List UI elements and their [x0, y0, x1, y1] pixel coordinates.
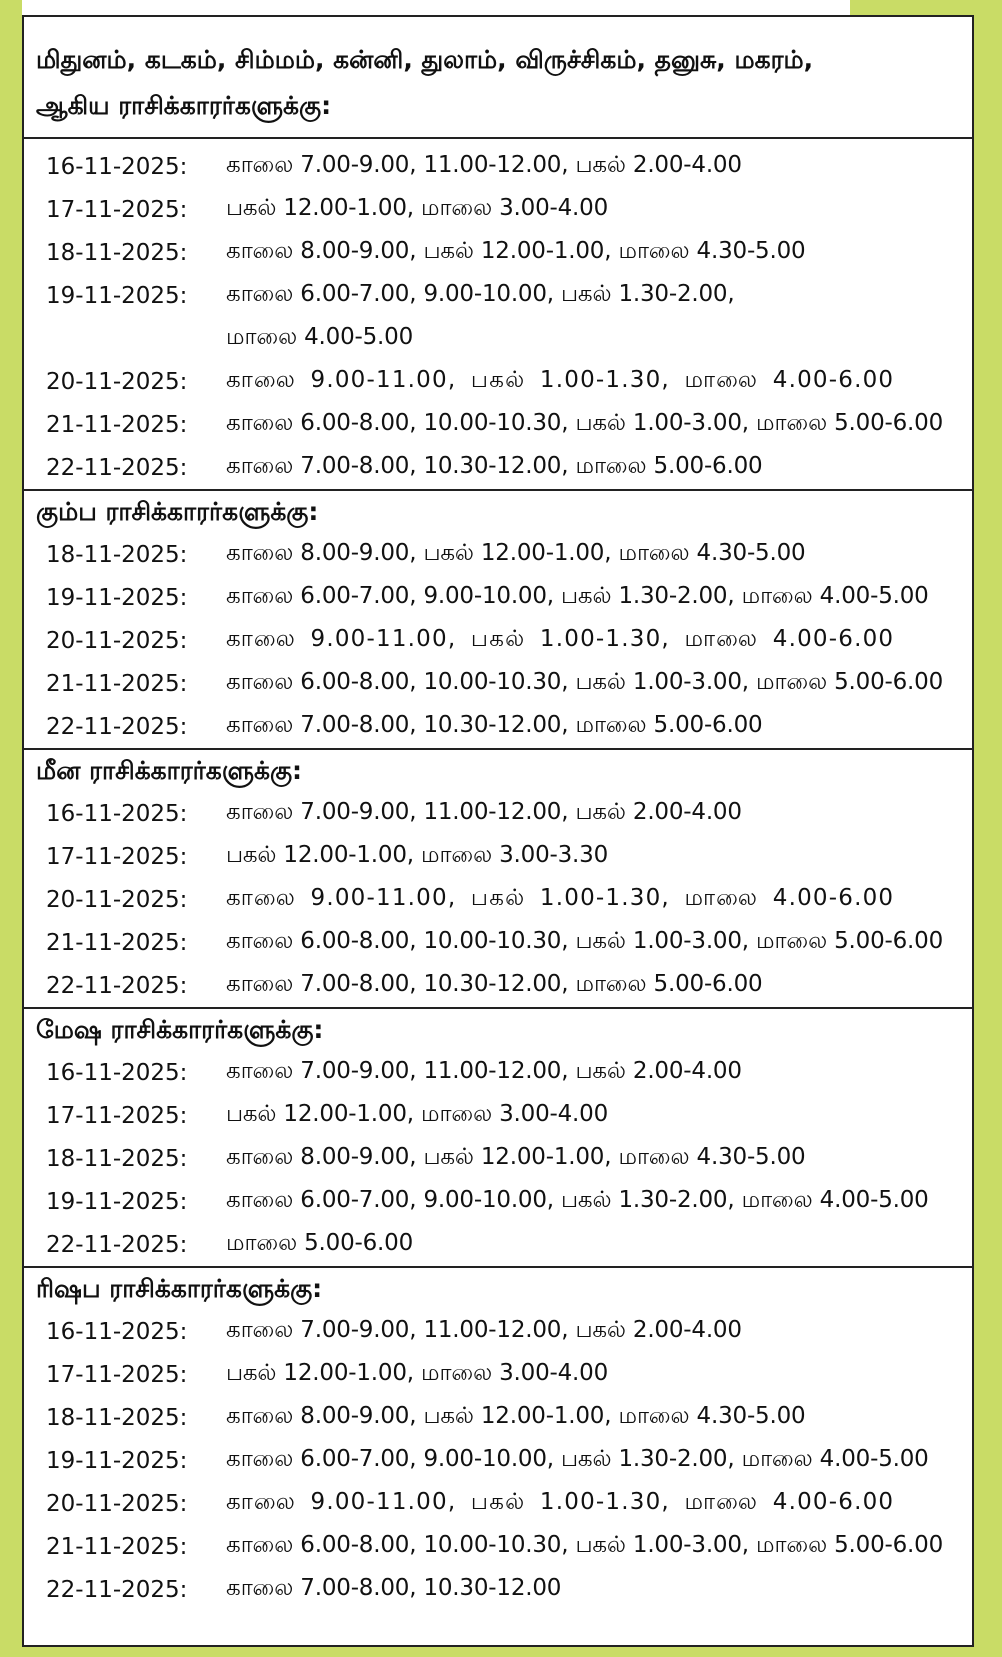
- section-mesha: [24, 1007, 972, 1266]
- row-slots: பகல் 12.00-1.00, மாலை 3.00-4.00: [226, 1360, 609, 1386]
- section-multi-rasi: [24, 17, 972, 489]
- schedule-row: [24, 1568, 972, 1611]
- schedule-row: [24, 705, 972, 748]
- schedule-row: [24, 1051, 972, 1094]
- schedule-row: [24, 1137, 972, 1180]
- row-date: 20-11-2025:: [46, 627, 188, 654]
- row-slots: காலை 7.00-8.00, 10.30-12.00, மாலை 5.00-6.00: [226, 453, 763, 479]
- schedule-row: [24, 1223, 972, 1266]
- row-slots: காலை 6.00-8.00, 10.00-10.30, பகல் 1.00-3.00, மாலை 5.00-6.00: [226, 928, 944, 954]
- row-slots: பகல் 12.00-1.00, மாலை 3.00-3.30: [226, 842, 609, 868]
- row-slots: காலை 9.00-11.00, பகல் 1.00-1.30, மாலை 4.00-6.00: [226, 626, 895, 652]
- schedule-row: [24, 1353, 972, 1396]
- schedule-row: [24, 231, 972, 274]
- section-heading: மேஷ ராசிக்காரர்களுக்கு:: [36, 1015, 324, 1044]
- row-slots: காலை 6.00-8.00, 10.00-10.30, பகல் 1.00-3.00, மாலை 5.00-6.00: [226, 669, 944, 695]
- schedule-row: [24, 619, 972, 662]
- row-date: 20-11-2025:: [46, 368, 188, 395]
- row-slots: காலை 7.00-9.00, 11.00-12.00, பகல் 2.00-4.00: [226, 1317, 742, 1343]
- row-date: 17-11-2025:: [46, 1102, 188, 1129]
- schedule-row: [24, 274, 972, 317]
- row-slots: காலை 6.00-8.00, 10.00-10.30, பகல் 1.00-3.00, மாலை 5.00-6.00: [226, 410, 944, 436]
- schedule-row: [24, 1310, 972, 1353]
- row-date: 21-11-2025:: [46, 1533, 188, 1560]
- row-date: 22-11-2025:: [46, 1576, 188, 1603]
- section-heading: ரிஷப ராசிக்காரர்களுக்கு:: [36, 1274, 323, 1303]
- schedule-row: [24, 1439, 972, 1482]
- section-rishaba: [24, 1266, 972, 1611]
- schedule-row: [24, 1094, 972, 1137]
- row-date: 16-11-2025:: [46, 153, 188, 180]
- row-date: 16-11-2025:: [46, 1318, 188, 1345]
- row-slots: மாலை 5.00-6.00: [226, 1230, 414, 1256]
- section-heading: கும்ப ராசிக்காரர்களுக்கு:: [36, 497, 319, 526]
- row-date: 16-11-2025:: [46, 1059, 188, 1086]
- section-meena: [24, 748, 972, 1007]
- schedule-row: [24, 360, 972, 403]
- row-date: 17-11-2025:: [46, 196, 188, 223]
- section-heading: [24, 17, 972, 137]
- row-slots: காலை 8.00-9.00, பகல் 12.00-1.00, மாலை 4.30-5.00: [226, 1144, 806, 1170]
- row-slots: காலை 8.00-9.00, பகல் 12.00-1.00, மாலை 4.30-5.00: [226, 1403, 806, 1429]
- schedule-row: [24, 792, 972, 835]
- row-slots: பகல் 12.00-1.00, மாலை 3.00-4.00: [226, 1101, 609, 1127]
- schedule-row: [24, 1482, 972, 1525]
- row-date: 19-11-2025:: [46, 1447, 188, 1474]
- row-date: 22-11-2025:: [46, 454, 188, 481]
- schedule-row-continuation: [24, 317, 972, 360]
- section-heading: மீன ராசிக்காரர்களுக்கு:: [36, 756, 303, 785]
- row-date: 19-11-2025:: [46, 1188, 188, 1215]
- row-date: 18-11-2025:: [46, 541, 188, 568]
- heading-line-1: மிதுனம், கடகம், சிம்மம், கன்னி, துலாம், விருச்சிகம், தனுசு, மகரம்,: [36, 45, 814, 74]
- row-date: 17-11-2025:: [46, 1361, 188, 1388]
- schedule-row: [24, 188, 972, 231]
- heading-line-2: ஆகிய ராசிக்காரர்களுக்கு:: [36, 91, 332, 120]
- row-date: 22-11-2025:: [46, 1231, 188, 1258]
- green-border-left: [0, 0, 22, 1657]
- row-slots: காலை 9.00-11.00, பகல் 1.00-1.30, மாலை 4.00-6.00: [226, 885, 895, 911]
- schedule-row: [24, 835, 972, 878]
- section-kumbha: [24, 489, 972, 748]
- schedule-row: [24, 662, 972, 705]
- schedule-row: [24, 1396, 972, 1439]
- schedule-row: [24, 1525, 972, 1568]
- row-date: 20-11-2025:: [46, 886, 188, 913]
- row-slots: காலை 7.00-8.00, 10.30-12.00, மாலை 5.00-6.00: [226, 712, 763, 738]
- row-slots: காலை 9.00-11.00, பகல் 1.00-1.30, மாலை 4.00-6.00: [226, 1489, 895, 1515]
- schedule-row: [24, 878, 972, 921]
- row-date: 21-11-2025:: [46, 411, 188, 438]
- row-date: 20-11-2025:: [46, 1490, 188, 1517]
- row-date: 18-11-2025:: [46, 1145, 188, 1172]
- row-slots: காலை 6.00-8.00, 10.00-10.30, பகல் 1.00-3.00, மாலை 5.00-6.00: [226, 1532, 944, 1558]
- row-slots: காலை 8.00-9.00, பகல் 12.00-1.00, மாலை 4.30-5.00: [226, 540, 806, 566]
- schedule-row: [24, 446, 972, 489]
- schedule-row: [24, 921, 972, 964]
- schedule-row: [24, 964, 972, 1007]
- schedule-table: [22, 15, 974, 1647]
- row-slots: பகல் 12.00-1.00, மாலை 3.00-4.00: [226, 195, 609, 221]
- row-slots: காலை 9.00-11.00, பகல் 1.00-1.30, மாலை 4.00-6.00: [226, 367, 895, 393]
- row-date: 16-11-2025:: [46, 800, 188, 827]
- row-slots: மாலை 4.00-5.00: [226, 324, 414, 350]
- row-date: 18-11-2025:: [46, 1404, 188, 1431]
- row-slots: காலை 6.00-7.00, 9.00-10.00, பகல் 1.30-2.00, மாலை 4.00-5.00: [226, 583, 929, 609]
- schedule-row: [24, 576, 972, 619]
- row-slots: காலை 7.00-8.00, 10.30-12.00, மாலை 5.00-6.00: [226, 971, 763, 997]
- green-border-bottom: [0, 1646, 1002, 1657]
- schedule-row: [24, 403, 972, 446]
- row-date: 19-11-2025:: [46, 584, 188, 611]
- row-slots: காலை 7.00-9.00, 11.00-12.00, பகல் 2.00-4.00: [226, 799, 742, 825]
- row-date: 18-11-2025:: [46, 239, 188, 266]
- row-date: 17-11-2025:: [46, 843, 188, 870]
- row-slots: காலை 7.00-9.00, 11.00-12.00, பகல் 2.00-4.00: [226, 1058, 742, 1084]
- row-date: 21-11-2025:: [46, 670, 188, 697]
- row-date: 22-11-2025:: [46, 713, 188, 740]
- row-slots: காலை 6.00-7.00, 9.00-10.00, பகல் 1.30-2.00, மாலை 4.00-5.00: [226, 1187, 929, 1213]
- schedule-row: [24, 533, 972, 576]
- row-date: 19-11-2025:: [46, 282, 188, 309]
- row-slots: காலை 8.00-9.00, பகல் 12.00-1.00, மாலை 4.30-5.00: [226, 238, 806, 264]
- row-date: 22-11-2025:: [46, 972, 188, 999]
- schedule-row: [24, 1180, 972, 1223]
- row-slots: காலை 6.00-7.00, 9.00-10.00, பகல் 1.30-2.00, மாலை 4.00-5.00: [226, 1446, 929, 1472]
- row-slots: காலை 7.00-8.00, 10.30-12.00: [226, 1575, 562, 1601]
- row-date: 21-11-2025:: [46, 929, 188, 956]
- row-slots: காலை 6.00-7.00, 9.00-10.00, பகல் 1.30-2.00,: [226, 281, 735, 307]
- row-slots: காலை 7.00-9.00, 11.00-12.00, பகல் 2.00-4.00: [226, 152, 742, 178]
- schedule-row: [24, 145, 972, 188]
